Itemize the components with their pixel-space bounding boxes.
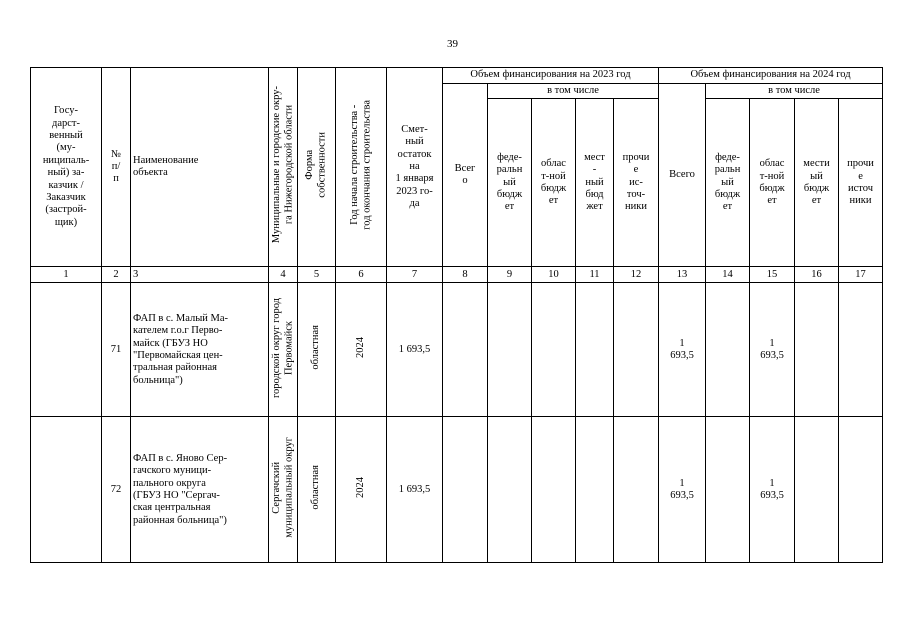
cell-name: ФАП в с. Малый Ма- кателем г.о.г Перво- майск (ГБУЗ НО "Первомайская цен- тральная районная больница") — [131, 283, 269, 417]
cell-ownership: областная — [298, 283, 336, 417]
column-number: 5 — [298, 267, 336, 283]
table-row — [31, 417, 883, 563]
cell-year: 2024 — [336, 283, 387, 417]
cell-other-2024 — [839, 283, 883, 417]
cell-local-2023 — [576, 283, 614, 417]
cell-ownership: областная — [298, 417, 336, 563]
cell-federal-2023 — [488, 283, 532, 417]
cell-other-2023 — [614, 283, 659, 417]
header-other-2024: прочи е источ ники — [839, 99, 883, 267]
header-estimate: Смет- ный остаток на 1 января 2023 го- да — [387, 68, 443, 267]
cell-federal-2024 — [706, 283, 750, 417]
header-federal-2023: феде- ральн ый бюдж ет — [488, 99, 532, 267]
cell-local-2024 — [795, 417, 839, 563]
cell-year: 2024 — [336, 417, 387, 563]
header-name: Наименование объекта — [131, 68, 269, 267]
cell-municipal: городской округ город Первомайск — [269, 283, 298, 417]
header-regional-2024: облас т-ной бюдж ет — [750, 99, 795, 267]
column-number: 2 — [102, 267, 131, 283]
header-total-2024: Всего — [659, 84, 706, 267]
column-number-row — [31, 267, 883, 283]
header-num: № п/ п — [102, 68, 131, 267]
column-number: 4 — [269, 267, 298, 283]
page-number: 39 — [447, 38, 458, 50]
header-municipal: Муниципальные и городские окру- га Нижегородской области — [269, 68, 298, 267]
column-number: 17 — [839, 267, 883, 283]
cell-total-2024: 1 693,5 — [659, 283, 706, 417]
cell-customer — [31, 417, 102, 563]
cell-local-2024 — [795, 283, 839, 417]
cell-total-2024: 1 693,5 — [659, 417, 706, 563]
column-number: 15 — [750, 267, 795, 283]
header-fin-2023: Объем финансирования на 2023 год — [443, 68, 659, 84]
cell-federal-2023 — [488, 417, 532, 563]
cell-name: ФАП в с. Яново Сер- гачского муници- пального округа (ГБУЗ НО "Сергач- ская центральная районная больница") — [131, 417, 269, 563]
cell-local-2023 — [576, 417, 614, 563]
cell-total-2023 — [443, 417, 488, 563]
cell-regional-2024: 1 693,5 — [750, 283, 795, 417]
header-regional-2023: облас т-ной бюдж ет — [532, 99, 576, 267]
cell-regional-2023 — [532, 283, 576, 417]
cell-num: 72 — [102, 417, 131, 563]
header-fin-2024: Объем финансирования на 2024 год — [659, 68, 883, 84]
column-number: 3 — [131, 267, 269, 283]
header-total-2023: Всег о — [443, 84, 488, 267]
cell-estimate: 1 693,5 — [387, 283, 443, 417]
header-local-2023: мест - ный бюд жет — [576, 99, 614, 267]
header-incl-2023: в том числе — [488, 84, 659, 99]
column-number: 16 — [795, 267, 839, 283]
column-number: 12 — [614, 267, 659, 283]
header-ownership: Форма собственности — [298, 68, 336, 267]
cell-total-2023 — [443, 283, 488, 417]
column-number: 11 — [576, 267, 614, 283]
header-incl-2024: в том числе — [706, 84, 883, 99]
cell-regional-2024: 1 693,5 — [750, 417, 795, 563]
cell-federal-2024 — [706, 417, 750, 563]
cell-other-2023 — [614, 417, 659, 563]
column-number: 1 — [31, 267, 102, 283]
column-number: 10 — [532, 267, 576, 283]
cell-other-2024 — [839, 417, 883, 563]
column-number: 8 — [443, 267, 488, 283]
financing-table — [30, 67, 883, 563]
cell-municipal: Сергачский муниципальный округ — [269, 417, 298, 563]
column-number: 13 — [659, 267, 706, 283]
cell-regional-2023 — [532, 417, 576, 563]
cell-customer — [31, 283, 102, 417]
column-number: 7 — [387, 267, 443, 283]
header-customer: Госу- дарст- венный (му- ниципаль- ный) за- казчик / Заказчик (застрой- щик) — [31, 68, 102, 267]
header-federal-2024: федe- ральн ый бюдж ет — [706, 99, 750, 267]
header-local-2024: мести ый бюдж ет — [795, 99, 839, 267]
header-years: Год начала строительства - год окончания строительства — [336, 68, 387, 267]
cell-estimate: 1 693,5 — [387, 417, 443, 563]
cell-num: 71 — [102, 283, 131, 417]
table-row — [31, 283, 883, 417]
column-number: 14 — [706, 267, 750, 283]
column-number: 6 — [336, 267, 387, 283]
column-number: 9 — [488, 267, 532, 283]
header-other-2023: прочи е ис- точ- ники — [614, 99, 659, 267]
